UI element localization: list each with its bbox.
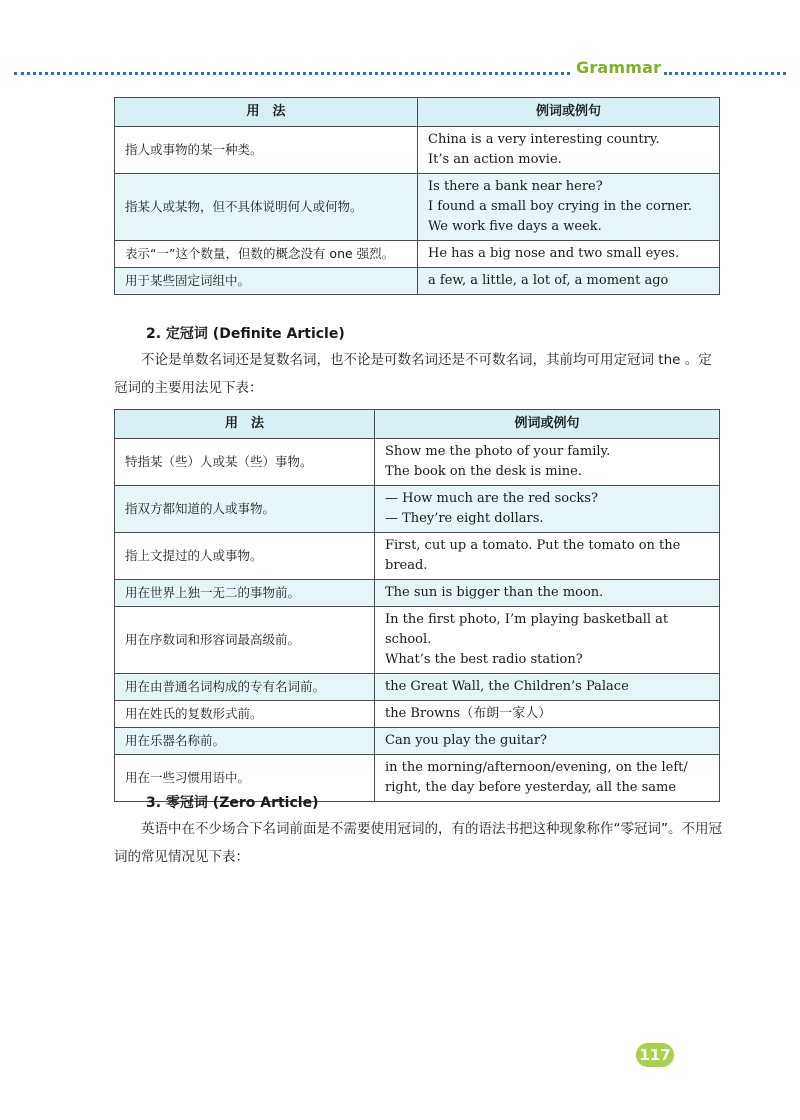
usage-cell: 特指某（些）人或某（些）事物。 (115, 439, 375, 486)
example-cell (375, 580, 720, 607)
indefinite-article-table (114, 97, 720, 295)
usage-column-header: 用 法 (115, 98, 418, 127)
table-row (115, 241, 720, 268)
section-heading-zero-article: 3. 零冠词 (Zero Article) (146, 795, 319, 811)
table-row (115, 486, 720, 533)
usage-cell: 指上文提过的人或事物。 (115, 533, 375, 580)
example-cell (418, 174, 720, 241)
example-cell (418, 127, 720, 174)
usage-cell: 指某人或某物，但不具体说明何人或何物。 (115, 174, 418, 241)
definite-article-table (114, 409, 720, 802)
example-line: in the morning/afternoon/evening, on the left/ (385, 760, 688, 775)
example-line: I found a small boy crying in the corner. (428, 199, 693, 214)
example-line: right, the day before yesterday, all the same (385, 780, 677, 795)
example-line: — How much are the red socks? (385, 491, 598, 506)
example-line: a few, a little, a lot of, a moment ago (428, 273, 669, 288)
example-line: What’s the best radio station? (385, 652, 583, 667)
example-line: First, cut up a tomato. Put the tomato on the bread. (385, 538, 681, 573)
usage-cell: 用在世界上独一无二的事物前。 (115, 580, 375, 607)
example-line: The sun is bigger than the moon. (385, 585, 604, 600)
table-header-row (115, 410, 720, 439)
example-cell (375, 728, 720, 755)
example-cell (375, 674, 720, 701)
usage-cell: 用在一些习惯用语中。 (115, 755, 375, 802)
example-line: the Great Wall, the Children’s Palace (385, 679, 629, 694)
usage-cell: 指人或事物的某一种类。 (115, 127, 418, 174)
example-cell (418, 241, 720, 268)
table-header-row (115, 98, 720, 127)
usage-cell: 用在序数词和形容词最高级前。 (115, 607, 375, 674)
section-title: Grammar (576, 58, 662, 77)
example-cell (418, 268, 720, 295)
usage-cell: 用在姓氏的复数形式前。 (115, 701, 375, 728)
example-column-header: 例词或例句 (375, 410, 720, 439)
example-line: the Browns（布朗一家人） (385, 706, 552, 721)
table-row (115, 268, 720, 295)
example-cell (375, 486, 720, 533)
example-column-header: 例词或例句 (418, 98, 720, 127)
table-row (115, 701, 720, 728)
example-cell (375, 755, 720, 802)
table-row (115, 439, 720, 486)
example-line: He has a big nose and two small eyes. (428, 246, 680, 261)
usage-cell: 表示“一”这个数量，但数的概念没有 one 强烈。 (115, 241, 418, 268)
example-line: In the first photo, I’m playing basketball at school. (385, 612, 669, 647)
usage-column-header: 用 法 (115, 410, 375, 439)
example-cell (375, 533, 720, 580)
example-line: We work five days a week. (428, 219, 602, 234)
header-dotted-rule-right (664, 64, 786, 75)
table-row (115, 728, 720, 755)
table-row (115, 607, 720, 674)
table-row (115, 174, 720, 241)
usage-cell: 用在由普通名词构成的专有名词前。 (115, 674, 375, 701)
table-row (115, 127, 720, 174)
example-cell (375, 439, 720, 486)
example-line: Can you play the guitar? (385, 733, 548, 748)
example-cell (375, 701, 720, 728)
section-heading-definite-article: 2. 定冠词 (Definite Article) (146, 326, 345, 342)
usage-cell: 用在乐器名称前。 (115, 728, 375, 755)
example-line: China is a very interesting country. (428, 132, 660, 147)
example-line: It’s an action movie. (428, 152, 562, 167)
page-number-badge: 117 (636, 1043, 674, 1067)
definite-article-paragraph: 不论是单数名词还是复数名词，也不论是可数名词还是不可数名词，其前均可用定冠词 the 。定冠词的主要用法见下表： (114, 352, 712, 396)
example-cell (375, 607, 720, 674)
zero-article-paragraph: 英语中在不少场合下名词前面是不需要使用冠词的，有的语法书把这种现象称作“零冠词”。不用冠词的常见情况见下表： (114, 821, 722, 865)
table-row (115, 674, 720, 701)
table-row (115, 580, 720, 607)
usage-cell: 用于某些固定词组中。 (115, 268, 418, 295)
example-line: — They’re eight dollars. (385, 511, 544, 526)
header-dotted-rule-left (14, 64, 570, 75)
example-line: The book on the desk is mine. (385, 464, 582, 479)
table-row (115, 533, 720, 580)
example-line: Is there a bank near here? (428, 179, 603, 194)
example-line: Show me the photo of your family. (385, 444, 611, 459)
usage-cell: 指双方都知道的人或事物。 (115, 486, 375, 533)
